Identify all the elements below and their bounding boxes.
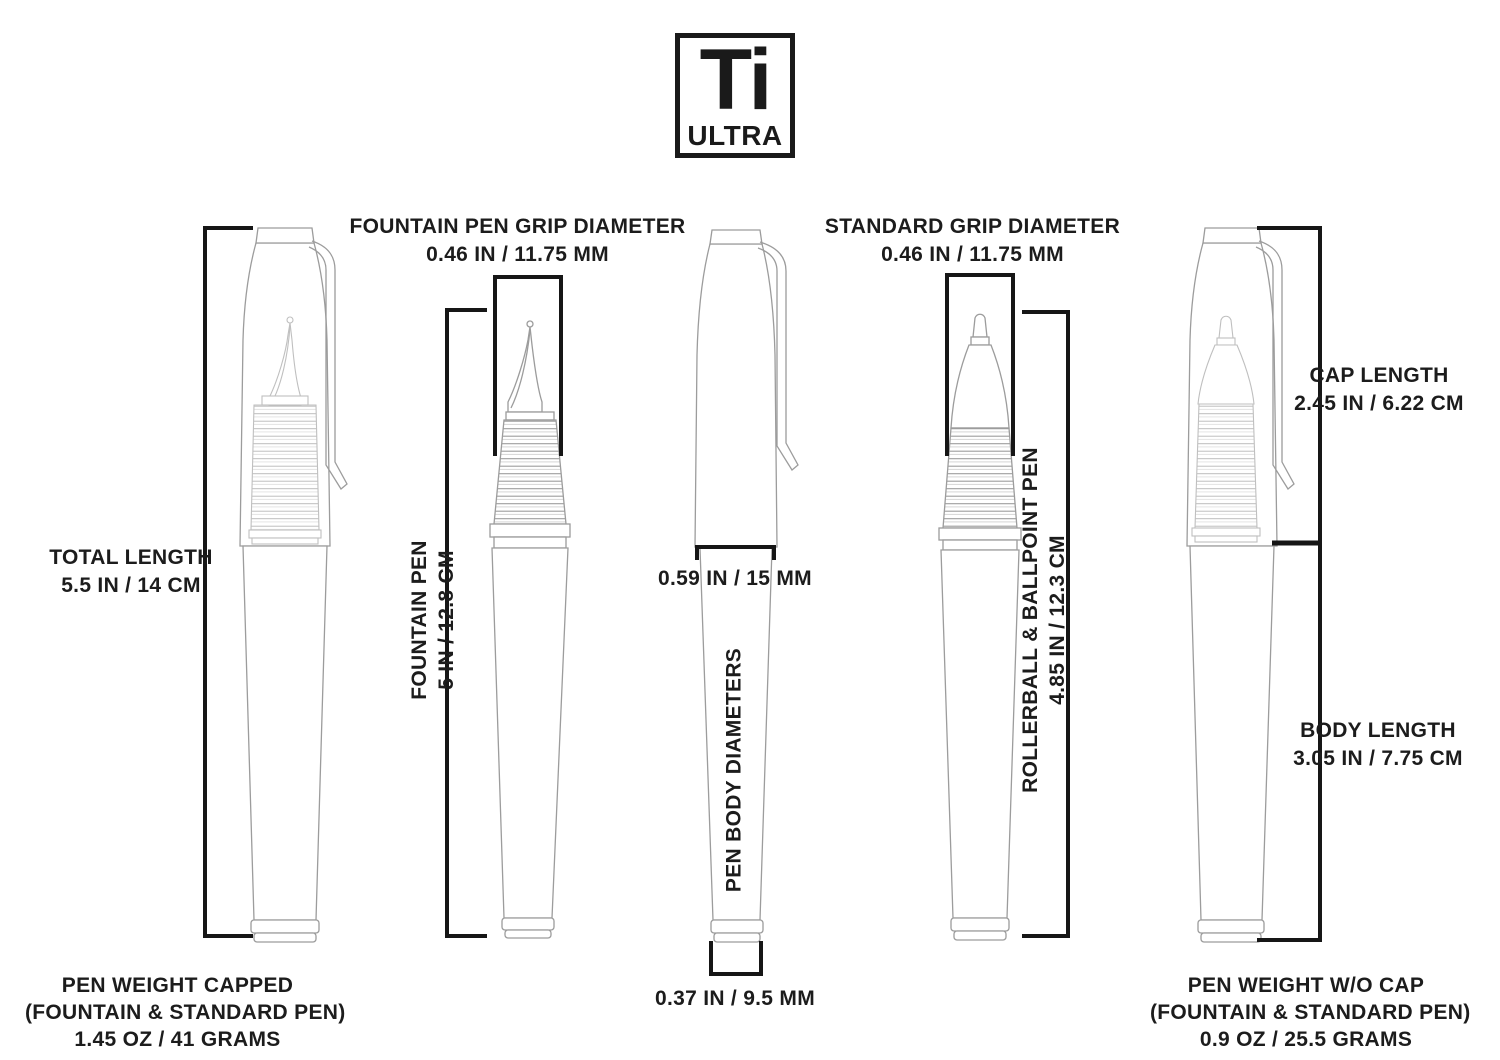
body-length-label: BODY LENGTH 3.05 IN / 7.75 CM <box>1293 719 1463 770</box>
ti-ultra-logo <box>675 33 795 158</box>
capped-fountain-pen-drawing <box>240 228 347 942</box>
cap-length-label: CAP LENGTH 2.45 IN / 6.22 CM <box>1294 364 1464 415</box>
logo-subtitle: ULTRA <box>687 120 783 151</box>
capped-rollerball-pen-drawing <box>1187 228 1294 942</box>
lower-diameter-bracket <box>711 941 761 974</box>
rollerball-pen-drawing <box>939 314 1021 940</box>
standard-grip-diameter-label: STANDARD GRIP DIAMETER 0.46 IN / 11.75 MM <box>824 215 1121 266</box>
pen-dimensions-diagram: Ti ULTRA FOUNTAIN PEN GRIP DIAMETER 0.46 IN / 11.75 MM STANDARD GRIP DIAMETER 0.46 IN / 11.75 MM TOTAL LENGTH 5.5 IN / 14 CM CAP LENGTH 2.45 IN / 6.22 CM BODY LENGTH 3.05 IN / 7.75 CM 0.59 IN / 15 MM 0.37 IN / 9.5 MM PEN WEIGHT CAPPED (FOUNTAIN & STANDARD PEN) 1.45 OZ / 41 GRAMS PEN WEIGHT W/O CAP (FOUNTAIN & STANDARD PEN) 0.9 OZ / 25.5 GRAMS FOUNTAIN PEN 5 IN / 12.8 CM ROLLERBALL & BALLPOINT PEN 4.85 IN / 12.3 CM PEN BODY DIAMETERS <box>0 0 1500 1060</box>
logo-title: Ti <box>699 32 771 128</box>
pen-weight-uncapped-label: PEN WEIGHT W/O CAP (FOUNTAIN & STANDARD PEN) 0.9 OZ / 25.5 GRAMS <box>1150 974 1471 1051</box>
total-length-label: TOTAL LENGTH 5.5 IN / 14 CM <box>49 546 213 597</box>
lower-body-diameter-label: 0.37 IN / 9.5 MM <box>654 987 816 1010</box>
pen-weight-capped-label: PEN WEIGHT CAPPED (FOUNTAIN & STANDARD PEN) 1.45 OZ / 41 GRAMS <box>25 974 346 1051</box>
fountain-grip-diameter-label: FOUNTAIN PEN GRIP DIAMETER 0.46 IN / 11.75 MM <box>349 215 686 266</box>
upper-body-diameter-label: 0.59 IN / 15 MM <box>658 567 812 590</box>
fountain-pen-drawing <box>490 321 570 938</box>
